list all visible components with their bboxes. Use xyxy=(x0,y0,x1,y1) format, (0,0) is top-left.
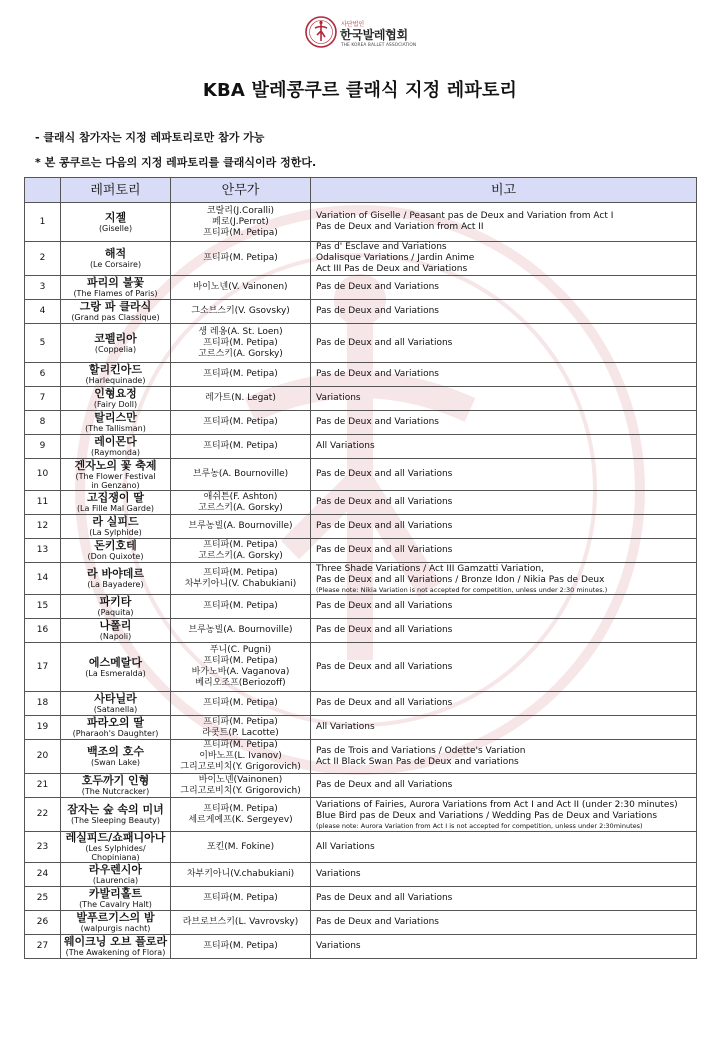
table-row xyxy=(25,363,697,387)
repertoire-english: (La Sylphide) xyxy=(89,528,142,537)
remarks-cell xyxy=(311,435,697,459)
choreographer-name: 브루농빌(A. Bournoville) xyxy=(188,625,293,635)
remarks-cell xyxy=(311,716,697,740)
choreographer-cell xyxy=(171,491,311,515)
choreographer-name: 바이노넨(Vainonen) xyxy=(198,774,283,785)
remark-line: Pas d' Esclave and Variations xyxy=(316,242,447,252)
repertoire-cell xyxy=(61,740,171,774)
choreographer-name: 그소브스키(V. Gsovsky) xyxy=(191,306,290,316)
repertoire-cell xyxy=(61,539,171,563)
table-header-row xyxy=(25,178,697,203)
repertoire-english: (Satanella) xyxy=(93,705,138,714)
remarks-cell xyxy=(311,935,697,959)
choreographer-name: 브루농빌(A. Bournoville) xyxy=(188,521,293,531)
remark-line: Pas de Deux and Variation from Act II xyxy=(316,222,484,232)
repertoire-korean: 카발리홀트 xyxy=(88,887,143,900)
repertoire-korean: 해적 xyxy=(104,247,127,260)
row-number: 18 xyxy=(25,692,61,716)
choreographer-cell xyxy=(171,411,311,435)
choreographer-cell xyxy=(171,798,311,832)
repertoire-cell xyxy=(61,491,171,515)
remarks-cell xyxy=(311,300,697,324)
repertoire-english: (Swan Lake) xyxy=(90,758,140,767)
table-row xyxy=(25,595,697,619)
repertoire-korean: 탈리스만 xyxy=(94,411,137,424)
repertoire-cell xyxy=(61,363,171,387)
repertoire-korean: 레실피드/쇼패니아나 xyxy=(65,831,166,844)
remarks-cell xyxy=(311,387,697,411)
remarks-cell xyxy=(311,411,697,435)
remark-line: Pas de Deux and all Variations xyxy=(316,698,453,708)
repertoire-table xyxy=(24,177,697,959)
choreographer-name: 프티파(M. Petipa) xyxy=(203,417,278,427)
choreographer-cell xyxy=(171,300,311,324)
choreographer-cell xyxy=(171,887,311,911)
choreographer-name: 페로(J.Perrot) xyxy=(212,216,269,227)
choreographer-cell xyxy=(171,692,311,716)
repertoire-english: (Napoli) xyxy=(99,632,132,641)
remark-line: Three Shade Variations / Act III Gamzatti Variation, xyxy=(316,563,544,574)
row-number: 19 xyxy=(25,716,61,740)
choreographer-cell xyxy=(171,242,311,276)
repertoire-cell xyxy=(61,619,171,643)
choreographer-cell xyxy=(171,643,311,692)
row-number: 7 xyxy=(25,387,61,411)
remark-line: Odalisque Variations / Jardin Anime xyxy=(316,253,475,263)
repertoire-english: (La Bayadere) xyxy=(87,580,144,589)
remark-line: Pas de Deux and all Variations xyxy=(316,601,453,611)
remarks-cell xyxy=(311,692,697,716)
repertoire-korean: 사타닐라 xyxy=(94,692,137,705)
remarks-cell xyxy=(311,324,697,363)
repertoire-english: (The Cavalry Halt) xyxy=(79,900,152,909)
repertoire-english: (Pharaoh's Daughter) xyxy=(72,729,159,738)
row-number: 13 xyxy=(25,539,61,563)
row-number: 12 xyxy=(25,515,61,539)
choreographer-cell xyxy=(171,863,311,887)
remarks-cell xyxy=(311,863,697,887)
row-number: 2 xyxy=(25,242,61,276)
choreographer-name: 프티파(M. Petipa) xyxy=(203,539,278,550)
table-row xyxy=(25,387,697,411)
repertoire-english: (Paquita) xyxy=(97,608,134,617)
repertoire-cell xyxy=(61,798,171,832)
choreographer-cell xyxy=(171,740,311,774)
repertoire-english: (walpurgis nacht) xyxy=(80,924,151,933)
table-row xyxy=(25,774,697,798)
row-number: 22 xyxy=(25,798,61,832)
remark-line: Pas de Deux and all Variations xyxy=(316,469,453,479)
repertoire-english: (Don Quixote) xyxy=(87,552,144,561)
repertoire-cell xyxy=(61,911,171,935)
repertoire-cell xyxy=(61,774,171,798)
remark-line: Pas de Deux and all Variations xyxy=(316,545,453,555)
row-number: 25 xyxy=(25,887,61,911)
repertoire-korean: 고집쟁이 딸 xyxy=(87,491,144,504)
choreographer-name: 프티파(M. Petipa) xyxy=(203,656,278,666)
remark-line: All Variations xyxy=(316,841,375,852)
repertoire-cell xyxy=(61,459,171,491)
repertoire-korean: 레이몬다 xyxy=(94,435,137,448)
repertoire-cell xyxy=(61,832,171,863)
row-number: 3 xyxy=(25,276,61,300)
repertoire-cell xyxy=(61,643,171,692)
choreographer-name: 프티파(M. Petipa) xyxy=(203,716,278,727)
repertoire-korean: 나폴리 xyxy=(99,619,132,632)
page-title: KBA 발레콩쿠르 클래식 지정 레파토리 xyxy=(202,80,518,101)
remarks-cell xyxy=(311,595,697,619)
remarks-cell xyxy=(311,363,697,387)
choreographer-name: 프티파(M. Petipa) xyxy=(203,441,278,451)
table-row xyxy=(25,619,697,643)
remark-note: (Please note: Nikia Variation is not accepted for competition, unless under 2:30 minutes.) xyxy=(316,585,608,594)
choreographer-name: 브루농(A. Bournoville) xyxy=(192,469,289,479)
repertoire-korean: 코펠리아 xyxy=(94,331,137,345)
choreographer-cell xyxy=(171,774,311,798)
choreographer-name: 프티파(M. Petipa) xyxy=(203,740,278,750)
repertoire-korean: 할리킨아드 xyxy=(88,363,143,376)
repertoire-korean: 잠자는 숲 속의 미녀 xyxy=(67,803,164,816)
remarks-cell xyxy=(311,459,697,491)
remark-line: All Variations xyxy=(316,722,375,732)
remarks-cell xyxy=(311,798,697,832)
row-number: 15 xyxy=(25,595,61,619)
repertoire-cell xyxy=(61,300,171,324)
choreographer-name: 라콧트(P. Lacotte) xyxy=(202,727,279,738)
logo-small-text: 사단법인 xyxy=(341,21,365,28)
choreographer-name: 프티파(M. Petipa) xyxy=(203,941,278,951)
repertoire-korean: 라우렌시아 xyxy=(88,863,143,876)
remarks-cell xyxy=(311,276,697,300)
logo-english-name: THE KOREA BALLET ASSOCIATION xyxy=(341,43,417,48)
row-number: 6 xyxy=(25,363,61,387)
row-number: 5 xyxy=(25,324,61,363)
choreographer-name: 고르스키(A. Gorsky) xyxy=(198,550,283,561)
choreographer-cell xyxy=(171,459,311,491)
row-number: 9 xyxy=(25,435,61,459)
choreographer-name: 프티파(M. Petipa) xyxy=(203,803,278,814)
remark-line: Act II Black Swan Pas de Deux and variations xyxy=(316,756,519,767)
choreographer-cell xyxy=(171,595,311,619)
repertoire-cell xyxy=(61,411,171,435)
remarks-cell xyxy=(311,911,697,935)
repertoire-korean: 라 실피드 xyxy=(92,515,139,528)
remark-line: Variation of Giselle / Peasant pas de Deux and Variation from Act I xyxy=(316,211,614,221)
remark-line: Pas de Deux and all Variations xyxy=(316,497,453,507)
choreographer-name: 프티파(M. Petipa) xyxy=(203,369,278,379)
logo-name: 한국발레협회 xyxy=(340,28,408,42)
choreographer-name: 코랄리(J.Coralli) xyxy=(206,205,275,216)
choreographer-name: 프티파(M. Petipa) xyxy=(203,253,278,263)
choreographer-name: 이바노프(L. Ivanov) xyxy=(199,751,282,761)
choreographer-cell xyxy=(171,276,311,300)
row-number: 1 xyxy=(25,203,61,242)
choreographer-name: 생 레옹(A. St. Loen) xyxy=(198,326,283,337)
repertoire-english: (La Fille Mal Garde) xyxy=(76,504,155,513)
repertoire-cell xyxy=(61,324,171,363)
repertoire-korean: 발푸르기스의 밤 xyxy=(76,911,155,924)
repertoire-korean: 그랑 파 클라식 xyxy=(79,300,152,313)
row-number: 10 xyxy=(25,459,61,491)
choreographer-cell xyxy=(171,363,311,387)
remarks-cell xyxy=(311,491,697,515)
remarks-cell xyxy=(311,515,697,539)
remark-line: Pas de Deux and all Variations xyxy=(316,893,453,903)
remarks-cell xyxy=(311,203,697,242)
repertoire-english: in Genzano) xyxy=(91,480,140,490)
choreographer-cell xyxy=(171,911,311,935)
remark-line: Pas de Deux and all Variations xyxy=(316,625,453,635)
remark-line: Pas de Deux and all Variations xyxy=(316,661,453,672)
repertoire-cell xyxy=(61,887,171,911)
remark-line: Blue Bird pas de Deux and Variations / Wedding Pas de Deux and Variations xyxy=(316,810,658,821)
header-no xyxy=(25,178,61,203)
remark-line: Pas de Deux and Variations xyxy=(316,369,439,379)
choreographer-name: 그리고로비치(Y. Grigorovich) xyxy=(180,762,301,772)
row-number: 11 xyxy=(25,491,61,515)
table-row xyxy=(25,887,697,911)
choreographer-name: 프티파(M. Petipa) xyxy=(203,227,278,238)
table-row xyxy=(25,300,697,324)
row-number: 4 xyxy=(25,300,61,324)
kba-emblem-icon xyxy=(305,16,337,48)
repertoire-korean: 파리의 불꽃 xyxy=(87,276,144,289)
table-row xyxy=(25,716,697,740)
table-row xyxy=(25,563,697,595)
table-row xyxy=(25,324,697,363)
remark-note: (please note: Aurora Variation from Act I is not accepted for competition, unless under 2:30minutes) xyxy=(316,821,643,830)
row-number: 23 xyxy=(25,832,61,863)
table-row xyxy=(25,863,697,887)
choreographer-cell xyxy=(171,539,311,563)
row-number: 21 xyxy=(25,774,61,798)
table-row xyxy=(25,740,697,774)
remarks-cell xyxy=(311,832,697,863)
table-row xyxy=(25,798,697,832)
choreographer-name: 고르스키(A. Gorsky) xyxy=(198,348,283,359)
remark-line: Pas de Deux and all Variations xyxy=(316,337,453,348)
table-row xyxy=(25,539,697,563)
choreographer-name: 바이노넨(V. Vainonen) xyxy=(193,282,288,292)
row-number: 14 xyxy=(25,563,61,595)
remark-line: Pas de Deux and Variations xyxy=(316,417,439,427)
repertoire-english: (Harlequinade) xyxy=(85,376,146,385)
remark-line: Pas de Deux and all Variations / Bronze Idon / Nikia Pas de Deux xyxy=(316,574,605,585)
repertoire-english: (The Flower Festival xyxy=(75,471,156,481)
choreographer-name: 라브로브스키(L. Vavrovsky) xyxy=(182,917,299,927)
choreographer-cell xyxy=(171,832,311,863)
choreographer-cell xyxy=(171,435,311,459)
choreographer-name: 애쉬튼(F. Ashton) xyxy=(203,491,278,502)
repertoire-english: (Le Corsaire) xyxy=(89,260,142,269)
choreographer-name: 프티파(M. Petipa) xyxy=(203,337,278,348)
remark-line: Pas de Trois and Variations / Odette's Variation xyxy=(316,745,526,756)
repertoire-korean: 돈키호테 xyxy=(94,539,137,552)
remark-line: Variations xyxy=(316,941,361,951)
repertoire-cell xyxy=(61,863,171,887)
table-row xyxy=(25,491,697,515)
table-row xyxy=(25,832,697,863)
repertoire-english: (Les Sylphides/ Chopiniana) xyxy=(85,844,146,862)
repertoire-english: (Grand pas Classique) xyxy=(71,313,160,322)
repertoire-english: (Coppelia) xyxy=(94,344,137,354)
repertoire-cell xyxy=(61,387,171,411)
choreographer-cell xyxy=(171,203,311,242)
remarks-cell xyxy=(311,887,697,911)
header-remarks: 비고 xyxy=(311,178,697,203)
repertoire-cell xyxy=(61,242,171,276)
repertoire-english: (The Nutcracker) xyxy=(81,787,150,796)
table-row xyxy=(25,411,697,435)
table-row xyxy=(25,435,697,459)
row-number: 26 xyxy=(25,911,61,935)
choreographer-name: 세르게예프(K. Sergeyev) xyxy=(188,814,293,825)
choreographer-name: 포킨(M. Fokine) xyxy=(206,841,275,852)
remarks-cell xyxy=(311,774,697,798)
remark-line: Pas de Deux and Variations xyxy=(316,917,439,927)
remark-line: Pas de Deux and Variations xyxy=(316,306,439,316)
choreographer-cell xyxy=(171,387,311,411)
repertoire-english: (The Awakening of Flora) xyxy=(65,948,166,957)
remark-line: Pas de Deux and all Variations xyxy=(316,521,453,531)
repertoire-cell xyxy=(61,692,171,716)
choreographer-name: 그리고로비치(Y. Grigorovich) xyxy=(180,785,301,796)
repertoire-korean: 지젤 xyxy=(104,210,127,224)
remark-line: All Variations xyxy=(316,441,375,451)
repertoire-english: (The Flames of Paris) xyxy=(73,289,158,298)
repertoire-english: (Laurencia) xyxy=(92,876,139,885)
repertoire-cell xyxy=(61,515,171,539)
remarks-cell xyxy=(311,619,697,643)
repertoire-cell xyxy=(61,716,171,740)
table-row xyxy=(25,935,697,959)
row-number: 24 xyxy=(25,863,61,887)
remark-line: Variations xyxy=(316,393,361,403)
repertoire-korean: 파라오의 딸 xyxy=(87,716,144,729)
repertoire-english: (Fairy Doll) xyxy=(93,400,138,409)
row-number: 16 xyxy=(25,619,61,643)
repertoire-korean: 겐자노의 꽃 축제 xyxy=(74,458,157,472)
remark-line: Pas de Deux and all Variations xyxy=(316,780,453,790)
choreographer-name: 차부키아니(V. Chabukiani) xyxy=(184,578,297,589)
choreographer-cell xyxy=(171,324,311,363)
choreographer-name: 베리오조프(Beriozoff) xyxy=(195,678,286,688)
remark-line: Pas de Deux and Variations xyxy=(316,282,439,292)
choreographer-name: 프티파(M. Petipa) xyxy=(203,601,278,611)
remark-line: Variations of Fairies, Aurora Variations from Act I and Act II (under 2:30 minutes) xyxy=(316,799,678,810)
remark-line: Variations xyxy=(316,869,361,879)
choreographer-name: 차부키아니(V.chabukiani) xyxy=(186,869,295,879)
choreographer-name: 바가노바(A. Vaganova) xyxy=(191,667,290,677)
note-participants: - 클래식 참가자는 지정 레파토리로만 참가 가능 xyxy=(35,131,265,144)
table-row xyxy=(25,643,697,692)
kba-logo xyxy=(305,16,421,54)
choreographer-cell xyxy=(171,935,311,959)
header-repertoire: 레퍼토리 xyxy=(61,178,171,203)
row-number: 27 xyxy=(25,935,61,959)
repertoire-english: (The Sleeping Beauty) xyxy=(70,816,161,825)
remarks-cell xyxy=(311,539,697,563)
table-row xyxy=(25,911,697,935)
repertoire-korean: 라 바야데르 xyxy=(87,567,144,580)
table-row xyxy=(25,276,697,300)
choreographer-name: 프티파(M. Petipa) xyxy=(203,893,278,903)
remarks-cell xyxy=(311,242,697,276)
remarks-cell xyxy=(311,563,697,595)
choreographer-cell xyxy=(171,563,311,595)
row-number: 8 xyxy=(25,411,61,435)
remarks-cell xyxy=(311,740,697,774)
repertoire-cell xyxy=(61,276,171,300)
repertoire-cell xyxy=(61,595,171,619)
repertoire-english: (The Tallisman) xyxy=(85,424,146,433)
repertoire-cell xyxy=(61,935,171,959)
choreographer-cell xyxy=(171,619,311,643)
table-row xyxy=(25,459,697,491)
repertoire-english: (Raymonda) xyxy=(91,448,140,457)
header-choreographer: 안무가 xyxy=(171,178,311,203)
repertoire-cell xyxy=(61,563,171,595)
choreographer-name: 프티파(M. Petipa) xyxy=(203,698,278,708)
repertoire-english: (La Esmeralda) xyxy=(85,668,146,678)
choreographer-name: 푸니(C. Pugni) xyxy=(209,645,272,655)
table-row xyxy=(25,692,697,716)
repertoire-cell xyxy=(61,435,171,459)
repertoire-korean: 웨이크닝 오브 플로라 xyxy=(63,935,168,948)
table-row xyxy=(25,203,697,242)
choreographer-cell xyxy=(171,716,311,740)
row-number: 20 xyxy=(25,740,61,774)
repertoire-korean: 인형요정 xyxy=(94,387,137,400)
note-classic-definition: * 본 콩쿠르는 다음의 지정 레파토리를 클래식이라 정한다. xyxy=(35,156,317,169)
choreographer-name: 프티파(M. Petipa) xyxy=(203,567,278,578)
choreographer-name: 레가트(N. Legat) xyxy=(205,393,276,403)
repertoire-korean: 호두까기 인형 xyxy=(81,774,150,787)
choreographer-cell xyxy=(171,515,311,539)
repertoire-korean: 에스메랄다 xyxy=(88,655,143,669)
repertoire-korean: 백조의 호수 xyxy=(87,745,144,758)
table-row xyxy=(25,515,697,539)
repertoire-korean: 파키타 xyxy=(99,595,132,608)
choreographer-name: 고르스키(A. Gorsky) xyxy=(198,502,283,513)
remark-line: Act III Pas de Deux and Variations xyxy=(316,264,468,274)
repertoire-cell xyxy=(61,203,171,242)
table-row xyxy=(25,242,697,276)
repertoire-english: (Giselle) xyxy=(98,223,133,233)
row-number: 17 xyxy=(25,643,61,692)
remarks-cell xyxy=(311,643,697,692)
